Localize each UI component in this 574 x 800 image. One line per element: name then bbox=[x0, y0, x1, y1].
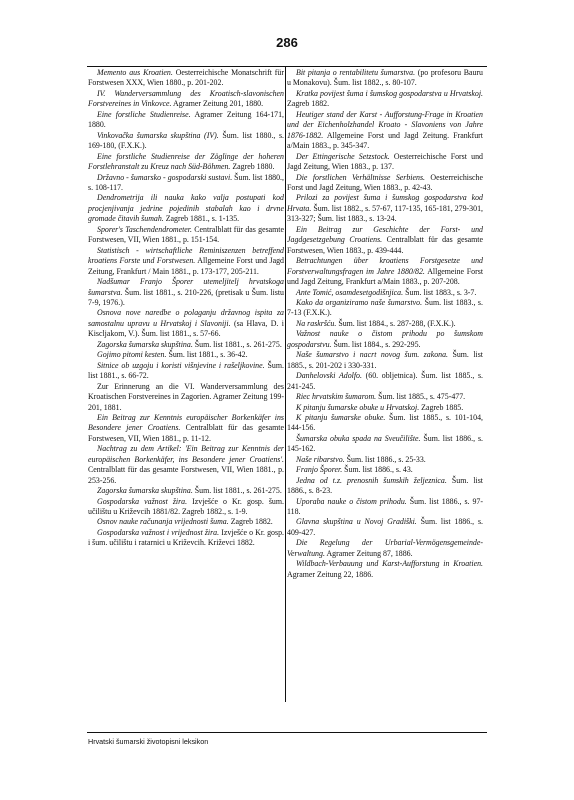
bibliography-entry bbox=[88, 382, 284, 413]
entry-title: Gojimo pitomi kesten. bbox=[97, 350, 167, 360]
bibliography-entry bbox=[88, 246, 284, 277]
bibliography-entry bbox=[287, 455, 483, 465]
bibliography-entry bbox=[88, 361, 284, 382]
right-column bbox=[287, 68, 483, 580]
entry-details: Šum. list 1881., s. 36-42. bbox=[166, 350, 248, 360]
entry-details: Šum. list 1881., s. 261-275. bbox=[192, 339, 282, 349]
bibliography-entry bbox=[88, 225, 284, 246]
entry-title: Nadšumar Franjo Šporer utemeljitelj hrvatskoga šumarstva. bbox=[88, 277, 284, 297]
entry-details: Zagreb 1882. bbox=[287, 99, 330, 109]
entry-details: Allgemeine Forst und Jagd Zeitung. Frankfurt a/Main 1883., p. 345-347. bbox=[287, 130, 483, 151]
entry-title: Der Ettingerische Setzstock. bbox=[296, 151, 390, 161]
bibliography-entry bbox=[88, 308, 284, 339]
entry-details: Agramer Zeitung 22, 1886. bbox=[287, 569, 374, 579]
entry-title: K pitanju šumarske obuke u Hrvatskoj. bbox=[296, 402, 420, 412]
entry-details: Šum. list 1880., s. 169-180, (F.X.K.). bbox=[88, 130, 284, 151]
entry-details: Centralblatt für das gesamte Forstwesen, VII, Wien 1881., p. 253-256. bbox=[88, 465, 284, 485]
entry-details: Šum. list 1884., s. 287-288, (F.X.K.). bbox=[336, 318, 456, 328]
entry-details: Šum. list 1886., s. 97-118. bbox=[287, 496, 483, 517]
bibliography-entry bbox=[287, 434, 483, 455]
entry-title: Eine forstliche Studienreise der Zöglinge der hoheren Forstlehranstalt zu Kreuz nach Süd-Böhmen. bbox=[88, 151, 284, 172]
bibliography-entry bbox=[88, 68, 284, 89]
entry-title: Prilozi za povijest šuma i šumskog gospodarstva kod Hrvata. bbox=[287, 193, 483, 213]
entry-title: Zagorska šumarska skupština. bbox=[97, 486, 193, 496]
bibliography-entry bbox=[88, 152, 284, 173]
entry-details: Šum. list 1883., s. 7-13 (F.X.K.). bbox=[287, 297, 483, 318]
entry-title: Eine forstliche Studienreise. bbox=[97, 109, 191, 119]
entry-title: Na raskršću. bbox=[296, 318, 337, 328]
bibliography-entry bbox=[88, 444, 284, 486]
entry-details: Šum. list 1886., s. 43. bbox=[342, 465, 413, 475]
bibliography-entry bbox=[88, 517, 284, 527]
bibliography-entry bbox=[88, 89, 284, 110]
bibliography-entry bbox=[88, 413, 284, 444]
entry-title: Franjo Šporer. bbox=[296, 465, 343, 475]
bibliography-entry bbox=[88, 193, 284, 224]
bibliography-entry bbox=[287, 392, 483, 402]
bibliography-entry bbox=[287, 225, 483, 256]
bibliography-entry bbox=[287, 517, 483, 538]
entry-details: Šum. list 1885., s. 475-477. bbox=[376, 392, 466, 402]
entry-details: Šum. list 1885., s. 101-104, 144-156. bbox=[287, 412, 483, 433]
bibliography-entry bbox=[287, 371, 483, 392]
entry-title: Nachtrag zu dem Artikel: 'Ein Beitrag zur Kenntnis der europäischen Borkenkäfer, ins Besondere jener Croatiens'. bbox=[88, 444, 284, 464]
entry-details: Agramer Zeitung 201, 1880. bbox=[171, 99, 264, 109]
bibliography-entry bbox=[88, 340, 284, 350]
entry-title: Gospodarska važnost i vrijednost žira. bbox=[97, 527, 220, 537]
entry-details: Centralblatt für das gesamte Forstwesen, Wien 1883., p. 439-444. bbox=[287, 235, 483, 255]
bibliography-entry bbox=[287, 403, 483, 413]
entry-title: Die forstlichen Verhältnisse Serbiens. bbox=[296, 172, 425, 182]
entry-details: Izvješće o Kr. gosp. i šum. učilištu i ratarnici u Križevcih. Križevci 1882. bbox=[88, 527, 284, 548]
entry-details: Izvješće o Kr. gosp. šum. učilištu u Križevcih 1881/82. Zagreb 1882., s. 1-9. bbox=[88, 496, 284, 517]
bibliography-entry bbox=[287, 538, 483, 559]
entry-details: Šum. list 1880., s. 108-117. bbox=[88, 172, 284, 192]
entry-title: Ein Beitrag zur Geschichte der Forst- und Jagdgesetzgebung Croatiens. bbox=[287, 224, 483, 245]
bibliography-entry bbox=[88, 486, 284, 496]
entry-title: Statistisch - wirtschaftliche Reminiszenzen betreffend kroatiens Forste und Forstwesen. bbox=[88, 245, 284, 266]
entry-details: Šum. list 1886., s. 8-23. bbox=[287, 475, 483, 496]
page-number: 286 bbox=[276, 35, 298, 50]
bibliography-entry bbox=[287, 68, 483, 89]
entry-title: Danhelovski Adolfo. bbox=[296, 371, 362, 381]
header-rule bbox=[87, 66, 487, 67]
entry-details: Centralblatt für das gesamte Forstwesen, VII, Wien 1881., p. 151-154. bbox=[88, 224, 284, 245]
entry-title: Die Regelung der Urbarial-Vermögensgemeinde-Verwaltung. bbox=[287, 538, 483, 558]
entry-title: Kratka povijest šuma i šumskog gospodarstva u Hrvatskoj. bbox=[296, 88, 483, 98]
entry-details: Centralblatt für das gesamte Forstwesen, VII, Wien 1881., p. 11-12. bbox=[88, 423, 284, 443]
entry-title: Dendrometrija ili nauka kako valja postupati kod procjenjivanja jedrine pojedinih stabalah kao i drvne gromade čitavih šumah. bbox=[88, 193, 284, 224]
footer-rule bbox=[87, 732, 487, 733]
bibliography-entry bbox=[88, 350, 284, 360]
entry-details: Šum. list 1881., s. 210-226, (pretisak u Šum. listu 7-9, 1976.). bbox=[88, 287, 284, 307]
entry-title: Kako da organiziramo naše šumarstvo. bbox=[296, 297, 423, 307]
entry-details: Zur Erinnerung an die VI. Wanderversammlung des Kroatischen Forstvereines in Zagorien. Agramer Zeitung 199-201, 1881. bbox=[88, 381, 284, 412]
entry-details: Oesterreichische Monatschrift für Forstwesen XXX, Wien 1880., p. 201-202. bbox=[88, 68, 284, 88]
left-column bbox=[88, 68, 284, 549]
bibliography-entry bbox=[287, 329, 483, 350]
entry-details: Šum. list 1882., s. 57-67, 117-135, 165-181, 279-301, 313-327; Šum. list 1883., s. 13-24. bbox=[287, 203, 483, 224]
entry-details: Šum. list 1881., s. 66-72. bbox=[88, 360, 284, 381]
entry-details: Zagreb 1882. bbox=[228, 517, 273, 527]
bibliography-entry bbox=[287, 89, 483, 110]
bibliography-entry bbox=[88, 528, 284, 549]
entry-title: Šumarska obuka spada na Sveučilište. bbox=[296, 433, 421, 443]
bibliography-entry bbox=[287, 350, 483, 371]
entry-title: Glavna skupština u Novoj Gradiški. bbox=[296, 517, 417, 527]
entry-title: Heutiger stand der Karst - Aufforstung-Frage in Kroatien und der Eichenholzhandel Kroato - Slavoniens von Jahre 1876-1882. bbox=[287, 109, 483, 140]
bibliography-entry bbox=[287, 193, 483, 224]
entry-title: Sporer's Taschendendrometer. bbox=[97, 224, 192, 234]
entry-details: Oesterreichische Forst und Jagd Zeitung, Wien 1883., p. 137. bbox=[287, 151, 483, 172]
entry-details: Šum. list 1881., s. 261-275. bbox=[192, 486, 282, 496]
entry-title: Zagorska šumarska skupština. bbox=[97, 339, 193, 349]
bibliography-entry bbox=[88, 173, 284, 194]
bibliography-entry bbox=[287, 110, 483, 152]
entry-details: (sa Hlava, D. i Kiscljakom, V.). Šum. list 1881., s. 57-66. bbox=[88, 318, 284, 339]
entry-title: Memento aus Kroatien. bbox=[97, 68, 173, 77]
entry-details: Šum. list 1886., s. 145-162. bbox=[287, 433, 483, 454]
bibliography-entry bbox=[287, 288, 483, 298]
bibliography-entry bbox=[287, 298, 483, 319]
entry-title: Vinkovačka šumarska skupština (IV). bbox=[97, 130, 219, 140]
bibliography-entry bbox=[88, 131, 284, 152]
bibliography-entry bbox=[287, 476, 483, 497]
entry-details: Agramer Zeitung 87, 1886. bbox=[324, 548, 413, 558]
entry-title: Ante Tomić, osamdesetgodišnjica. bbox=[296, 287, 404, 297]
bibliography-entry bbox=[287, 152, 483, 173]
bibliography-entry bbox=[88, 277, 284, 308]
entry-title: Važnost nauke o čistom prihodu po šumskom gospodarstvu. bbox=[287, 329, 483, 349]
entry-title: Gospodarska važnost žira. bbox=[97, 496, 188, 506]
entry-title: Riec hrvatskim šumarom. bbox=[296, 392, 377, 402]
bibliography-entry bbox=[88, 110, 284, 131]
entry-details: (po profesoru Bauru u Monakovu). Šum. list 1882., s. 80-107. bbox=[287, 68, 483, 88]
bibliography-entry bbox=[287, 465, 483, 475]
entry-details: Šum. list 1886., s. 409-427. bbox=[287, 517, 483, 537]
entry-details: Zagreb 1881., s. 1-135. bbox=[163, 214, 240, 224]
entry-title: Bit pitanja o rentabilitetu šumarstva. bbox=[296, 68, 416, 77]
entry-details: Zagreb 1880. bbox=[230, 162, 275, 172]
entry-details: Šum. list 1885., s. 201-202 i 330-331. bbox=[287, 350, 483, 370]
entry-title: IV. Wanderversammlung des Kroatisch-slavonischen Forstvereines in Vinkovce. bbox=[88, 88, 284, 109]
entry-details: Šum. list 1886., s. 25-33. bbox=[344, 454, 426, 464]
entry-details: Allgemeine Forst und Jagd Zeitung, Frankfurt a/Main 1883., p. 207-208. bbox=[287, 266, 484, 287]
bibliography-entry bbox=[287, 173, 483, 194]
entry-title: Naše šumarstvo i nacrt novog šum. zakona. bbox=[296, 350, 449, 360]
bibliography-entry bbox=[287, 413, 483, 434]
entry-details: Zagreb 1885. bbox=[419, 402, 464, 412]
footer-text: Hrvatski šumarski životopisni leksikon bbox=[88, 737, 209, 746]
entry-details: Agramer Zeitung 164-171, 1880. bbox=[88, 109, 284, 130]
entry-details: Allgemeine Forst und Jagd Zeitung, Frankfurt / Main 1881., p. 173-177, 205-211. bbox=[88, 256, 284, 276]
entry-title: Osnova nove naredbe o polaganju državnog ispita za samostalnu upravu u Hrvatskoj i Slavoniji. bbox=[88, 308, 284, 328]
entry-title: Osnov nauke računanja vrijednosti šuma. bbox=[97, 517, 229, 527]
entry-title: Betrachtungen über kroatiens Forstgesetze und Forstverwaltungsfragen im Jahre 1880/82. bbox=[287, 256, 483, 276]
entry-details: Šum. list 1884., s. 292-295. bbox=[331, 339, 421, 349]
entry-title: Sitnice ob uzgoju i koristi višnjevine i rašeljkovine. bbox=[97, 360, 265, 370]
bibliography-entry bbox=[88, 497, 284, 518]
bibliography-entry bbox=[287, 256, 483, 287]
bibliography-entry bbox=[287, 319, 483, 329]
entry-title: Wildbach-Verbauung und Karst-Aufforstung in Kroatien. bbox=[296, 559, 483, 569]
entry-details: Šum. list 1883., s. 3-7. bbox=[403, 287, 477, 297]
entry-details: Oesterreichische Forst und Jagd Zeitung, Wien 1883., p. 42-43. bbox=[287, 172, 483, 192]
entry-title: Ein Beitrag zur Kenntnis europäischer Borkenkäfer ins Besondere jener Croatiens. bbox=[88, 412, 284, 433]
column-divider bbox=[285, 67, 286, 702]
entry-title: Jedna od t.z. prenosnih šumskih željeznica. bbox=[296, 475, 447, 485]
bibliography-entry bbox=[287, 497, 483, 518]
entry-title: K pitanju šumarske obuke. bbox=[296, 412, 386, 422]
entry-details: (60. obljetnica). Šum. list 1885., s. 241-245. bbox=[287, 371, 483, 391]
entry-title: Naše ribarstvo. bbox=[296, 454, 345, 464]
bibliography-entry bbox=[287, 559, 483, 580]
entry-title: Uporaba nauke o čistom prihodu. bbox=[296, 496, 407, 506]
entry-title: Državno - šumarsko - gospodarski sustavi. bbox=[97, 172, 233, 182]
